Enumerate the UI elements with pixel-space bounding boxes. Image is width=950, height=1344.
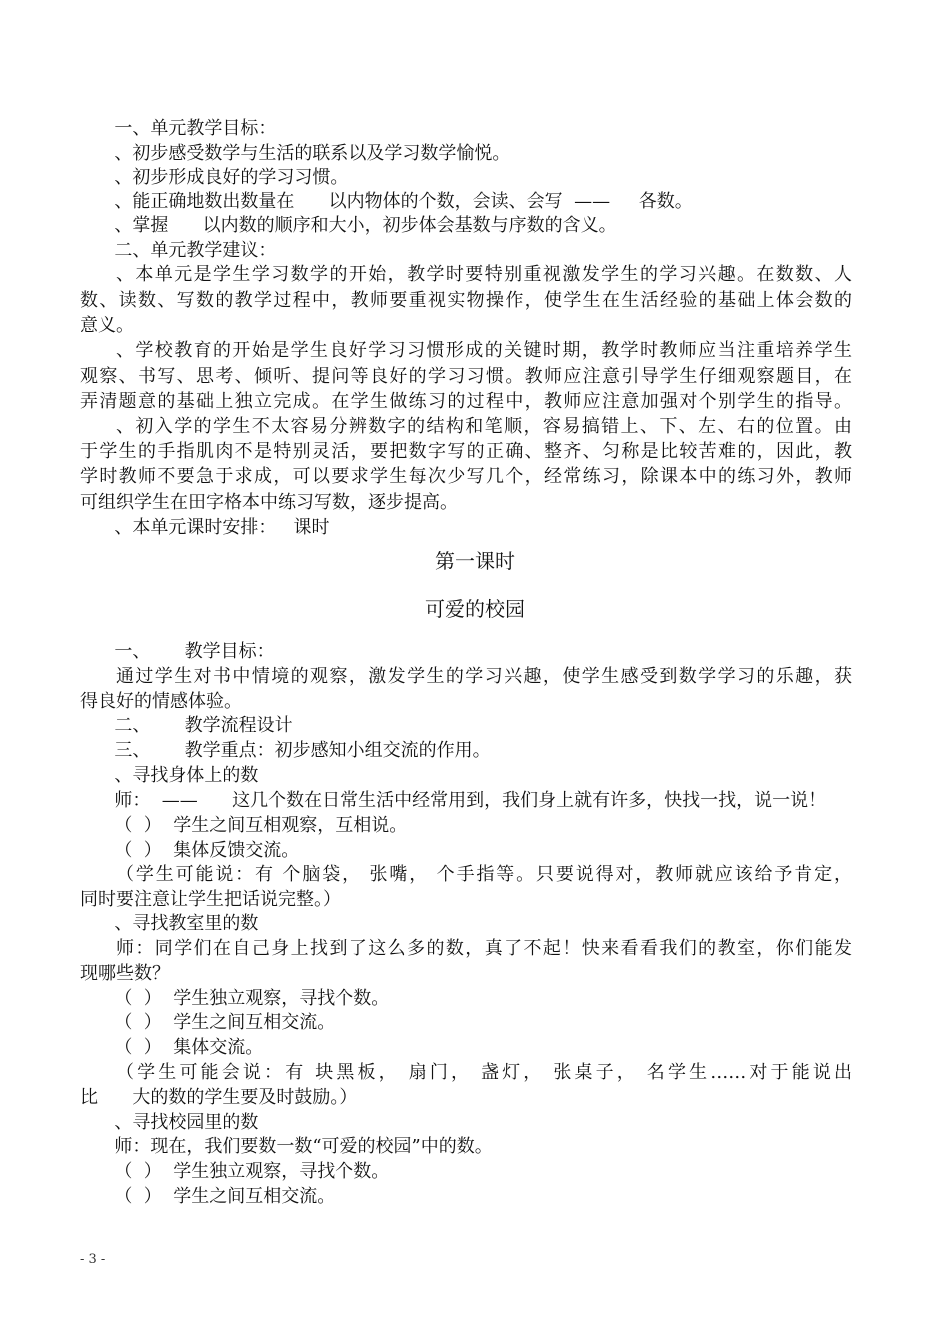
sub-heading: 、寻找教室里的数	[80, 913, 259, 934]
list-item: （ ） 学生之间互相交流。	[80, 1186, 336, 1207]
paragraph-line: 观察、书写、思考、倾听、提问等良好的学习习惯。教师应注意引导学生仔细观察题目，在	[80, 366, 852, 387]
paragraph-line: 同时要注意让学生把话说完整。）	[80, 889, 341, 910]
goal-item: 、掌握 以内数的顺序和大小，初步体会基数与序数的含义。	[80, 215, 617, 236]
paragraph-line: 意义。	[80, 315, 134, 336]
paragraph-line: 师：现在，我们要数一数“可爱的校园”中的数。	[80, 1136, 493, 1157]
list-item: （ ） 集体交流。	[80, 1037, 264, 1058]
lesson-title: 第一课时	[435, 549, 515, 573]
paragraph-line: 、初入学的学生不太容易分辨数字的结构和笔顺，容易搞错上、下、左、右的位置。由	[116, 416, 852, 437]
goal-item: 、初步形成良好的学习习惯。	[80, 167, 349, 188]
section-heading: 三、 教学重点：初步感知小组交流的作用。	[80, 740, 491, 761]
paragraph-line: （学生可能说：有 个脑袋， 张嘴， 个手指等。只要说得对，教师就应该给予肯定，	[116, 864, 852, 885]
sub-heading: 、寻找校园里的数	[80, 1112, 259, 1133]
section-heading: 二、 教学流程设计	[80, 715, 293, 736]
goal-item: 、能正确地数出数量在 以内物体的个数，会读、会写 —— 各数。	[80, 191, 693, 212]
list-item: （ ） 学生之间互相观察，互相说。	[80, 815, 408, 836]
paragraph-line: 、学校教育的开始是学生良好学习习惯形成的关键时期，教学时教师应当注重培养学生	[116, 340, 852, 361]
section-heading-unit-goals: 一、单元教学目标：	[80, 118, 277, 139]
paragraph-line: 现哪些数？	[80, 963, 170, 984]
section-heading-unit-suggestions: 二、单元教学建议：	[80, 240, 277, 261]
paragraph-line: 、本单元课时安排： 课时	[80, 517, 330, 538]
list-item: （ ） 学生独立观察，寻找个数。	[80, 988, 390, 1009]
paragraph-line: 弄清题意的基础上独立完成。在学生做练习的过程中，教师应注意加强对个别学生的指导。	[80, 391, 852, 412]
paragraph-line: 得良好的情感体验。	[80, 691, 242, 712]
sub-heading: 、寻找身体上的数	[80, 765, 259, 786]
lesson-subtitle: 可爱的校园	[425, 597, 525, 621]
paragraph-line: 于学生的手指肌肉不是特别灵活，要把数字写的正确、整齐、匀称是比较苦难的，因此，教	[80, 441, 852, 462]
goal-item: 、初步感受数学与生活的联系以及学习数学愉悦。	[80, 143, 511, 164]
paragraph-line: 师： —— 这几个数在日常生活中经常用到，我们身上就有许多，快找一找，说一说！	[80, 790, 827, 811]
paragraph-line: 比 大的数的学生要及时鼓励。）	[80, 1087, 358, 1108]
page-number: - 3 -	[80, 1252, 106, 1267]
paragraph-line: （学生可能会说：有 块黑板， 扇门， 盏灯， 张桌子， 名学生……对于能说出	[116, 1062, 852, 1083]
paragraph-line: 、本单元是学生学习数学的开始，教学时要特别重视激发学生的学习兴趣。在数数、人	[116, 264, 852, 285]
list-item: （ ） 学生独立观察，寻找个数。	[80, 1161, 390, 1182]
paragraph-line: 学时教师不要急于求成，可以要求学生每次少写几个，经常练习，除课本中的练习外，教师	[80, 466, 852, 487]
section-heading: 一、 教学目标：	[80, 641, 275, 662]
paragraph-line: 可组织学生在田字格本中练习写数，逐步提高。	[80, 492, 458, 513]
list-item: （ ） 学生之间互相交流。	[80, 1012, 336, 1033]
paragraph-line: 数、读数、写数的教学过程中，教师要重视实物操作，使学生在生活经验的基础上体会数的	[80, 290, 852, 311]
paragraph-line: 通过学生对书中情境的观察，激发学生的学习兴趣，使学生感受到数学学习的乐趣，获	[116, 666, 852, 687]
paragraph-line: 师：同学们在自己身上找到了这么多的数，真了不起！快来看看我们的教室，你们能发	[116, 938, 852, 959]
list-item: （ ） 集体反馈交流。	[80, 840, 300, 861]
